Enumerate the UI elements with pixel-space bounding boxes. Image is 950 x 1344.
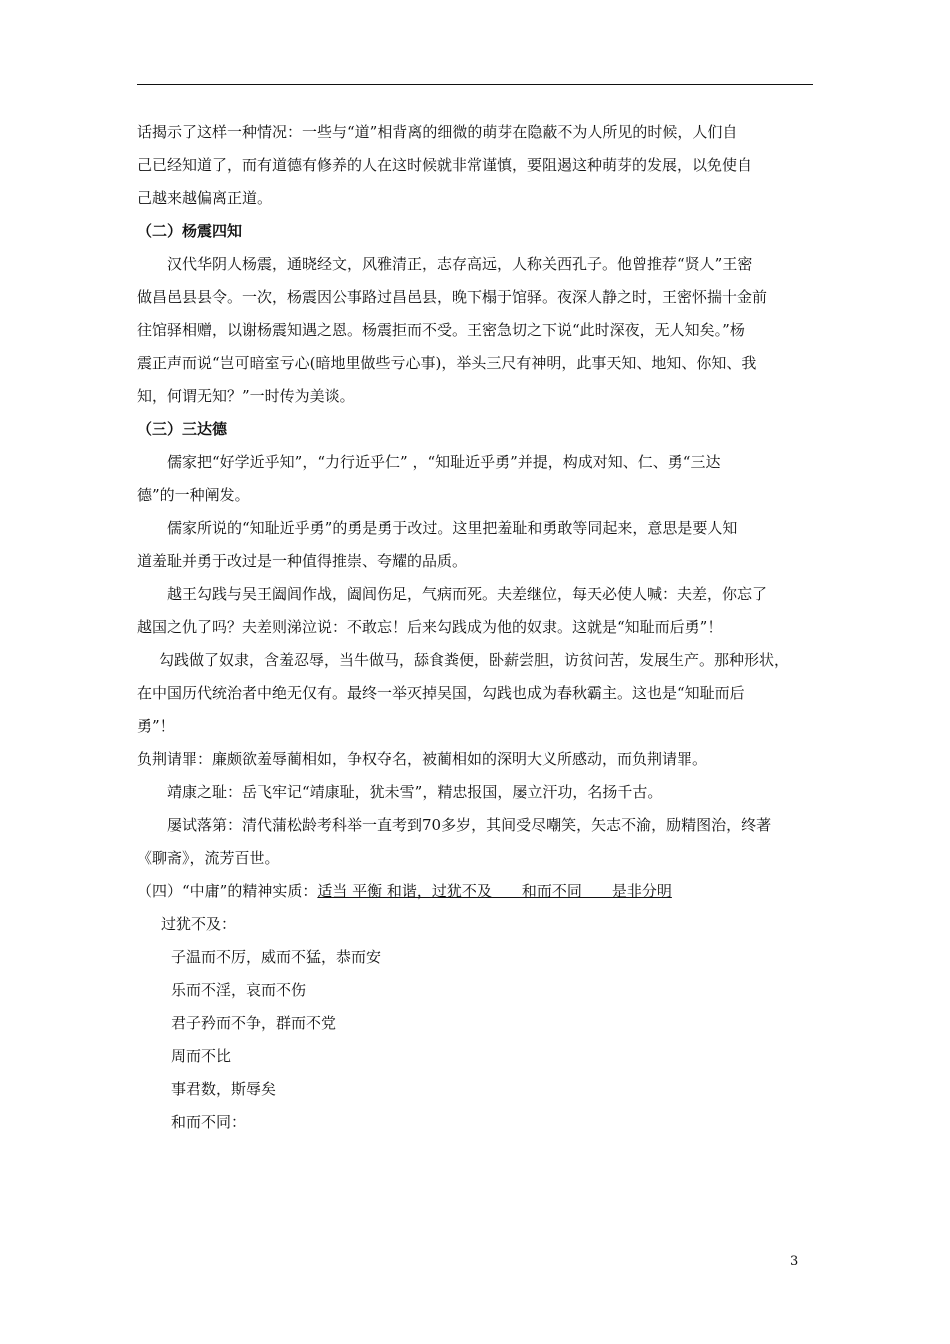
list-item: 周而不比 — [171, 1047, 232, 1065]
paragraph-line: 震正声而说“岂可暗室亏心(暗地里做些亏心事)，举头三尺有神明，此事天知、地知、你知、我 — [137, 354, 757, 372]
paragraph-line: 在中国历代统治者中绝无仅有。最终一举灭掉吴国，勾践也成为春秋霸主。这也是“知耻而后 — [137, 684, 745, 702]
paragraph-line: 话揭示了这样一种情况：一些与“道”相背离的细微的萌芽在隐蔽不为人所见的时候，人们自 — [137, 123, 738, 141]
paragraph-line: 做昌邑县县令。一次，杨震因公事路过昌邑县，晚下榻于馆驿。夜深人静之时，王密怀揣十金前 — [137, 288, 768, 306]
list-item: 乐而不淫，哀而不伤 — [171, 981, 307, 999]
paragraph-line: 负荆请罪：廉颇欲羞辱蔺相如，争权夺名，被蔺相如的深明大义所感动，而负荆请罪。 — [137, 750, 708, 768]
paragraph-line: 己已经知道了，而有道德有修养的人在这时候就非常谨慎，要阻遏这种萌芽的发展，以免使自 — [137, 156, 753, 174]
zhongyong-label: （四）“中庸”的精神实质： — [137, 882, 318, 900]
paragraph-line: 儒家所说的“知耻近乎勇”的勇是勇于改过。这里把羞耻和勇敢等同起来，意思是要人知 — [167, 519, 738, 537]
paragraph-line: 勇”！ — [137, 717, 175, 735]
paragraph-line: 越王勾践与吴王阖闾作战，阖闾伤足，气病而死。夫差继位，每天必使人喊：夫差，你忘了 — [167, 585, 768, 603]
paragraph-line: 汉代华阴人杨震，通晓经文，风雅清正，志存高远，人称关西孔子。他曾推荐“贤人”王密 — [167, 255, 753, 273]
list-heading: 过犹不及： — [161, 915, 237, 933]
paragraph-line: 越国之仇了吗？夫差则涕泣说：不敢忘！后来勾践成为他的奴隶。这就是“知耻而后勇”！ — [137, 618, 723, 636]
paragraph-line: 靖康之耻：岳飞牢记“靖康耻，犹未雪”，精忠报国，屡立汗功，名扬千古。 — [167, 783, 663, 801]
paragraph-line: 往馆驿相赠，以谢杨震知遇之恩。杨震拒而不受。王密急切之下说“此时深夜，无人知矣。”杨 — [137, 321, 745, 339]
paragraph-line: 《聊斋》，流芳百世。 — [137, 849, 280, 867]
paragraph-line: 己越来越偏离正道。 — [137, 189, 273, 207]
paragraph-line: 知，何谓无知？”一时传为美谈。 — [137, 387, 355, 405]
section-heading-sandade: （三）三达德 — [137, 420, 228, 438]
section-heading-zhongyong — [137, 875, 813, 908]
paragraph-line: 道羞耻并勇于改过是一种值得推崇、夸耀的品质。 — [137, 552, 468, 570]
zhongyong-answer: 适当 平衡 和谐，过犹不及 和而不同 是非分明 — [317, 882, 672, 900]
section-heading-yangzhen: （二）杨震四知 — [137, 222, 243, 240]
list-item: 事君数，斯辱矣 — [171, 1080, 277, 1098]
list-item: 和而不同： — [171, 1113, 247, 1131]
document-body — [137, 116, 813, 1139]
list-item: 君子矜而不争，群而不党 — [171, 1014, 337, 1032]
paragraph-line: 德”的一种阐发。 — [137, 486, 250, 504]
list-item: 子温而不厉，威而不猛，恭而安 — [171, 948, 382, 966]
paragraph-line: 屡试落第：清代蒲松龄考科举一直考到70多岁，其间受尽嘲笑，矢志不渝，励精图治，终著 — [167, 816, 772, 834]
header-rule — [137, 84, 813, 85]
paragraph-line: 勾践做了奴隶，含羞忍辱，当牛做马，舔食粪便，卧薪尝胆，访贫问苦，发展生产。那种形状， — [159, 651, 790, 669]
paragraph-line: 儒家把“好学近乎知”，“力行近乎仁” ，“知耻近乎勇”并提，构成对知、仁、勇“三达 — [167, 453, 721, 471]
page-number: 3 — [790, 1254, 799, 1269]
